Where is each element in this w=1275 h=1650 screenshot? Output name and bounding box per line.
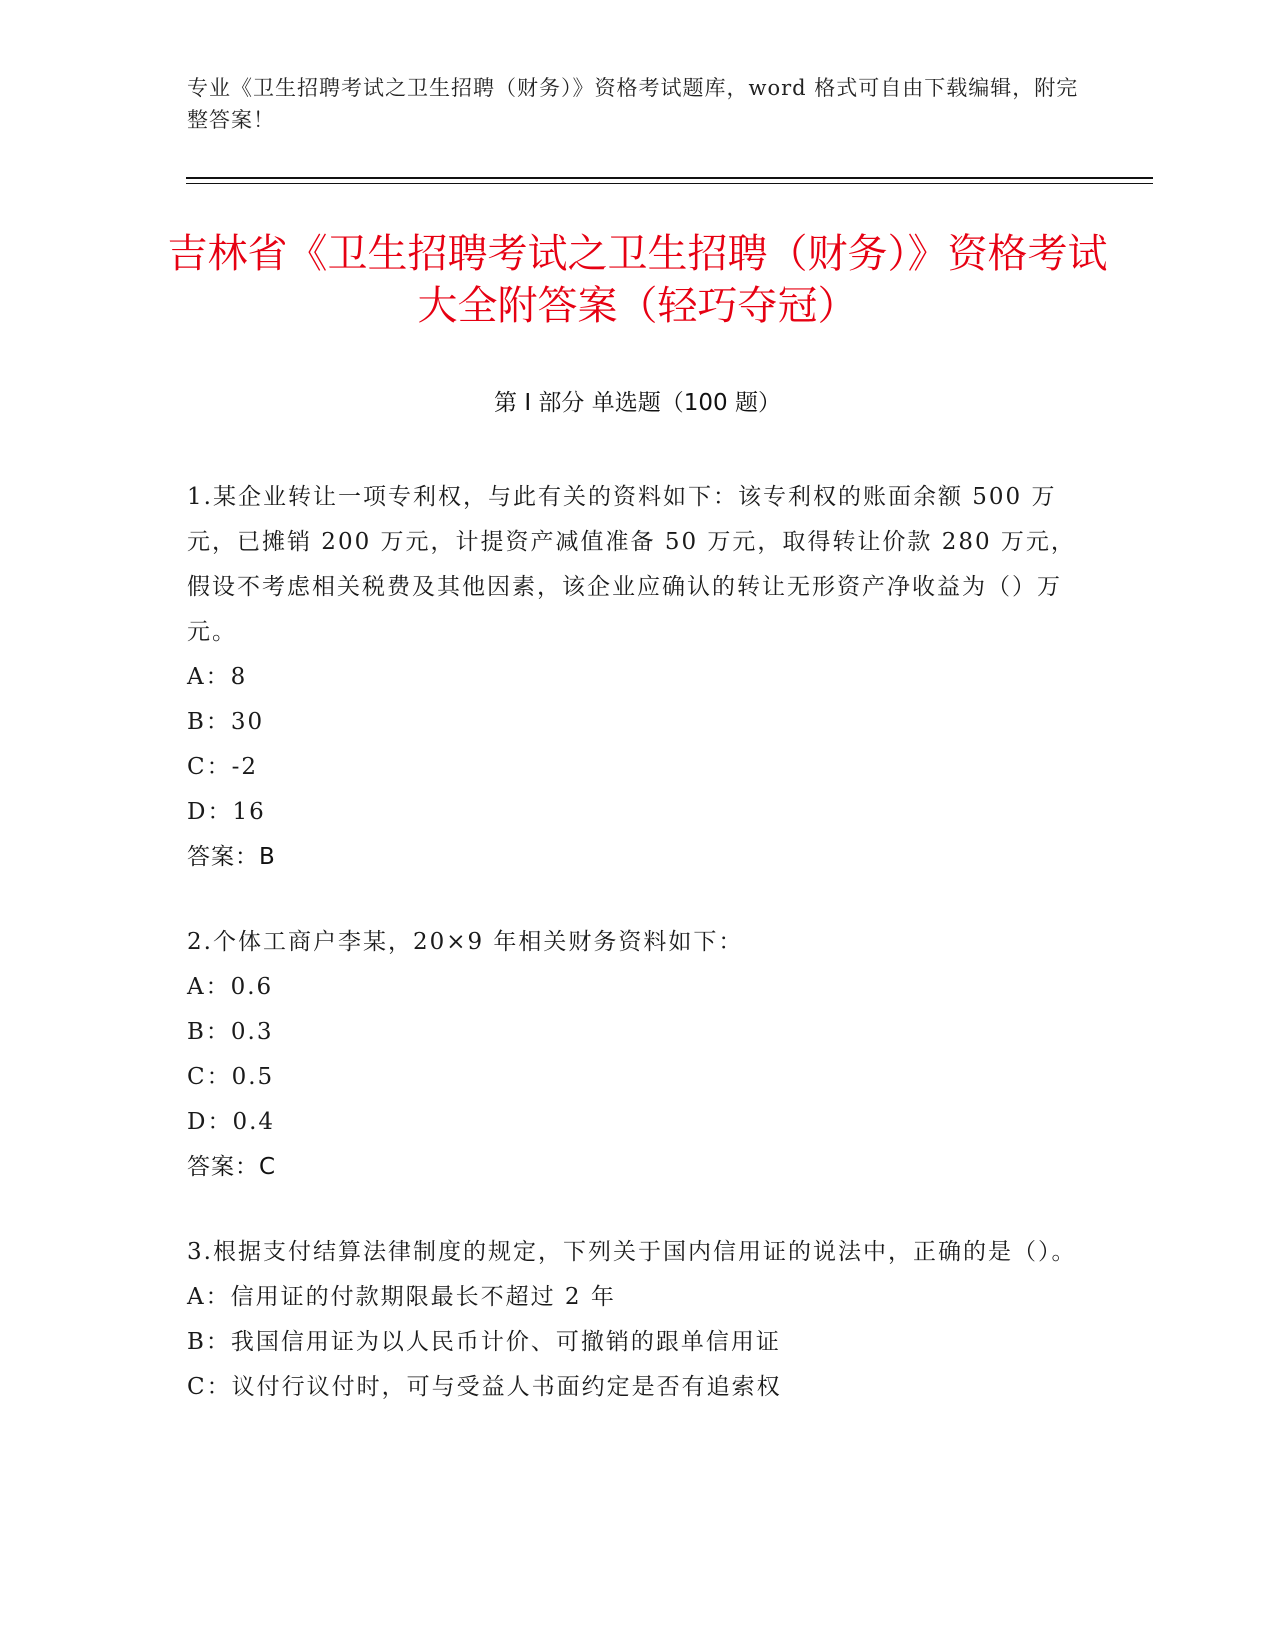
- question-option-a: A：0.6: [187, 974, 274, 1000]
- question-gap: [187, 880, 1087, 920]
- question-stem: 1.某企业转让一项专利权，与此有关的资料如下：该专利权的账面余额 500 万元，已摊销 200 万元，计提资产减值准备 50 万元，取得转让价款 280 万元，假设不考虑相关税费及其他因素，该企业应确认的转让无形资产净收益为（）万元。: [187, 484, 1076, 645]
- question-answer: 答案：C: [187, 1154, 277, 1180]
- section-title: 第 I 部分 单选题（100 题）: [494, 390, 781, 416]
- question-option-c: C：-2: [187, 754, 259, 780]
- question-option-c: C：0.5: [187, 1064, 275, 1090]
- question-3: [187, 1230, 1087, 1410]
- question-gap: [187, 1190, 1087, 1230]
- question-stem: 3.根据支付结算法律制度的规定，下列关于国内信用证的说法中，正确的是（）。: [187, 1239, 1077, 1265]
- question-option-b: B：我国信用证为以人民币计价、可撤销的跟单信用证: [187, 1329, 781, 1355]
- header-rule-thick: [186, 177, 1153, 179]
- question-option-b: B：30: [187, 709, 265, 735]
- question-option-b: B：0.3: [187, 1019, 274, 1045]
- header-rule-thin: [186, 183, 1153, 184]
- header-note: 专业《卫生招聘考试之卫生招聘（财务）》资格考试题库，word 格式可自由下载编辑，附完整答案！: [187, 76, 1079, 132]
- question-option-a: A：信用证的付款期限最长不超过 2 年: [187, 1284, 616, 1310]
- question-2: [187, 920, 1087, 1190]
- question-option-d: D：0.4: [187, 1109, 276, 1135]
- question-option-a: A：8: [187, 664, 248, 690]
- question-list: [187, 475, 1087, 1410]
- question-1: [187, 475, 1087, 880]
- question-answer: 答案：B: [187, 844, 276, 870]
- question-option-d: D：16: [187, 799, 266, 825]
- document-title: 吉林省《卫生招聘考试之卫生招聘（财务）》资格考试大全附答案（轻巧夺冠）: [167, 231, 1108, 329]
- question-option-c: C：议付行议付时，可与受益人书面约定是否有追索权: [187, 1374, 782, 1400]
- question-stem: 2.个体工商户李某，20×9 年相关财务资料如下：: [187, 929, 744, 955]
